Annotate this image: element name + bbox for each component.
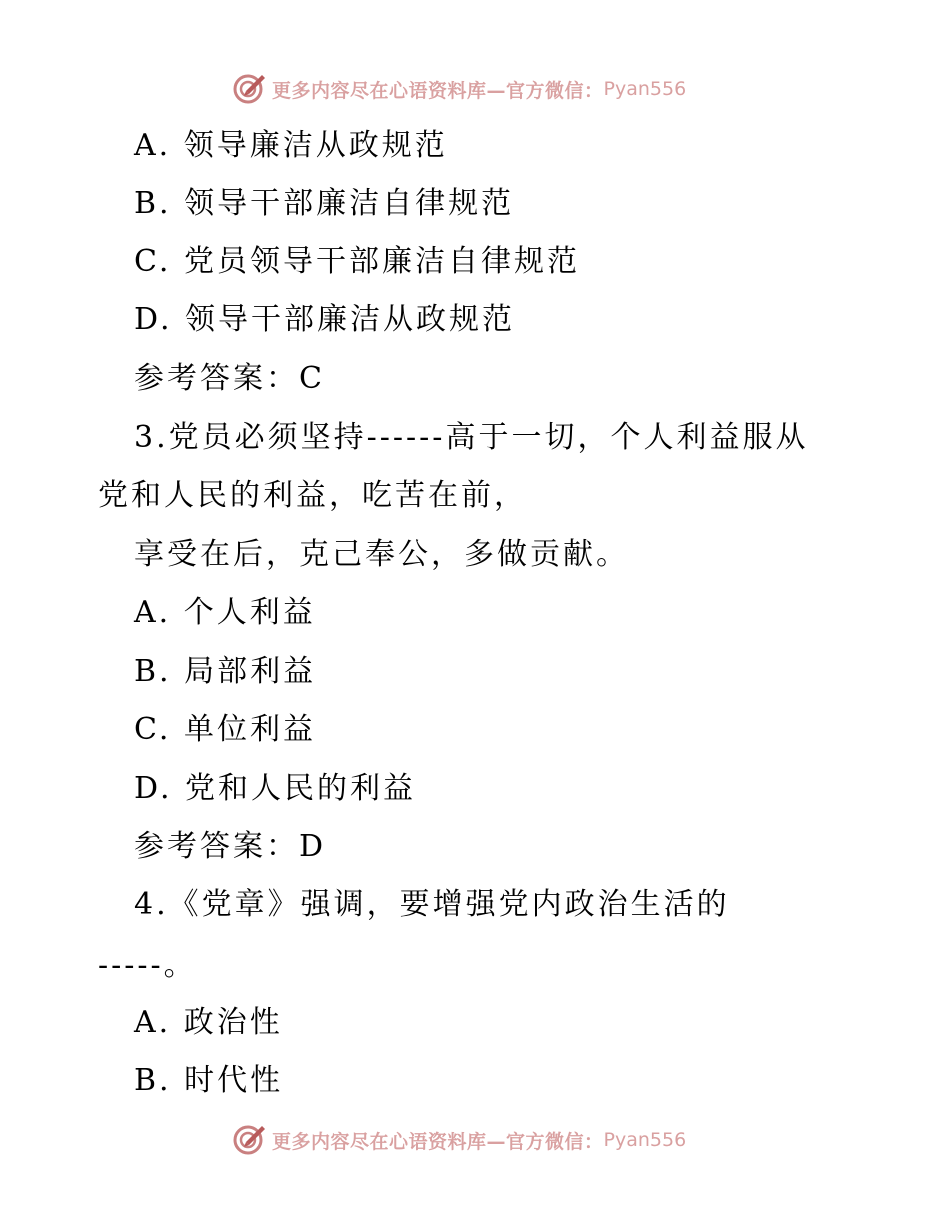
option-a: A. 领导廉洁从政规范 [134, 128, 448, 163]
question-3-line-1: 3.党员必须坚持------高于一切，个人利益服从 [134, 420, 809, 455]
question-3-line-3: 享受在后，克己奉公，多做贡献。 [134, 537, 629, 572]
option-d: D. 党和人民的利益 [134, 771, 417, 806]
banner-wechat-id: Pyan556 [603, 1129, 687, 1151]
banner-text: 更多内容尽在心语资料库—官方微信： [272, 1130, 604, 1153]
option-c: C. 单位利益 [134, 712, 316, 747]
option-b: B. 时代性 [134, 1063, 284, 1098]
pen-logo-icon [232, 71, 268, 107]
option-b: B. 领导干部廉洁自律规范 [134, 186, 515, 221]
question-4-line-2: -----。 [98, 948, 197, 983]
banner-text: 更多内容尽在心语资料库—官方微信： [272, 79, 604, 102]
question-4-line-1: 4.《党章》强调，要增强党内政治生活的 [134, 887, 730, 922]
option-a: A. 政治性 [134, 1005, 283, 1040]
question-3-line-2: 党和人民的利益，吃苦在前， [98, 478, 527, 513]
answer-line: 参考答案：C [134, 361, 325, 396]
option-c: C. 党员领导干部廉洁自律规范 [134, 244, 580, 279]
footer-banner [232, 1122, 686, 1158]
option-a: A. 个人利益 [134, 595, 316, 630]
option-d: D. 领导干部廉洁从政规范 [134, 302, 516, 337]
header-banner [232, 71, 686, 107]
option-b: B. 局部利益 [134, 654, 317, 689]
pen-logo-icon [232, 1122, 268, 1158]
banner-wechat-id: Pyan556 [603, 78, 687, 100]
answer-line: 参考答案：D [134, 829, 327, 864]
